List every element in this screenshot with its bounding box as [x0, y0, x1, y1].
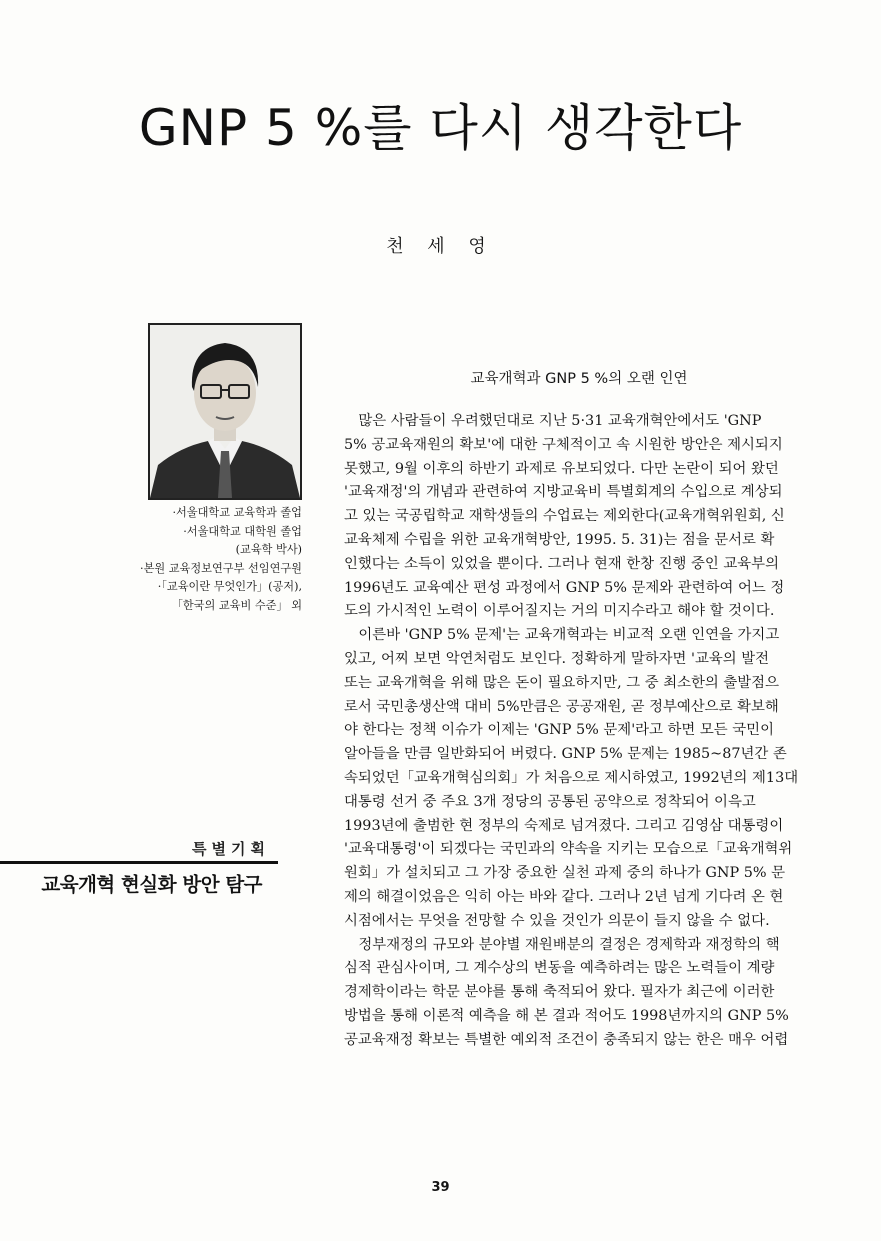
body-line: 야 한다는 정책 이슈가 이제는 'GNP 5% 문제'라고 하면 모든 국민이	[344, 722, 774, 739]
page-number: 39	[431, 1180, 450, 1195]
series-divider	[0, 861, 278, 864]
article-title: GNP 5 %를 다시 생각한다	[138, 99, 743, 157]
bio-line: ·「교육이란 무엇인가」(공저),	[157, 580, 302, 593]
body-line: '교육대통령'이 되겠다는 국민과의 약속을 지키는 모습으로「교육개혁위	[344, 841, 793, 858]
section-heading: 교육개혁과 GNP 5 %의 오랜 인연	[470, 371, 688, 387]
body-line: 있고, 어찌 보면 악연처럼도 보인다. 정확하게 말하자면 '교육의 발전	[344, 650, 770, 667]
body-line: 심적 관심사이며, 그 계수상의 변동을 예측하려는 많은 노력들이 계량	[344, 960, 775, 977]
body-line: '교육재정'의 개념과 관련하여 지방교육비 특별회계의 수입으로 계상되	[344, 484, 783, 501]
body-line: 이른바 'GNP 5% 문제'는 교육개혁과는 비교적 오랜 인연을 가지고	[344, 627, 780, 644]
body-line: 방법을 통해 이론적 예측을 해 본 결과 적어도 1998년까지의 GNP 5%	[344, 1007, 789, 1024]
body-line: 제의 해결이었음은 익히 아는 바와 같다. 그러나 2년 넘게 기다려 온 현	[344, 888, 784, 905]
body-line: 경제학이라는 학문 분야를 통해 축적되어 왔다. 필자가 최근에 이러한	[344, 984, 775, 1001]
body-line: 속되었던「교육개혁심의회」가 처음으로 제시하였고, 1992년의 제13대	[344, 769, 799, 786]
body-line: 시점에서는 무엇을 전망할 수 있을 것인가 의문이 들지 않을 수 없다.	[344, 912, 770, 929]
body-line: 대통령 선거 중 주요 3개 정당의 공통된 공약으로 정착되어 이윽고	[344, 793, 756, 810]
series-label: 특별기획	[192, 840, 270, 858]
bio-line: ·서울대학교 교육학과 졸업	[172, 506, 302, 519]
series-title: 교육개혁 현실화 방안 탐구	[41, 873, 262, 896]
body-line: 1993년에 출범한 현 정부의 숙제로 넘겨졌다. 그리고 김영삼 대통령이	[344, 817, 784, 834]
body-line: 못했고, 9월 이후의 하반기 과제로 유보되었다. 다만 논란이 되어 왔던	[344, 460, 779, 477]
body-line: 인했다는 소득이 있었을 뿐이다. 그러나 현재 한창 진행 중인 교육부의	[344, 555, 779, 572]
body-line: 또는 교육개혁을 위해 많은 돈이 필요하지만, 그 중 최소한의 출발점으	[344, 674, 779, 691]
bio-line: ·본원 교육정보연구부 선임연구원	[140, 561, 302, 575]
article-body	[344, 410, 814, 1053]
body-line: 정부재정의 규모와 분야별 재원배분의 결정은 경제학과 재정학의 핵	[344, 936, 780, 953]
body-line: 알아들을 만큼 일반화되어 버렸다. GNP 5% 문제는 1985~87년간 존	[344, 746, 787, 763]
body-line: 로서 국민총생산액 대비 5%만큼은 공공재원, 곧 정부예산으로 확보해	[344, 698, 779, 715]
body-line: 공교육재정 확보는 특별한 예외적 조건이 충족되지 않는 한은 매우 어렵	[344, 1031, 789, 1048]
body-line: 원회」가 설치되고 그 가장 중요한 실천 과제 중의 하나가 GNP 5% 문	[344, 865, 786, 882]
bio-line: (교육학 박사)	[235, 543, 302, 556]
author-bio	[60, 504, 302, 615]
body-line: 교육체제 수립을 위한 교육개혁방안, 1995. 5. 31)는 점을 문서로 확	[344, 531, 775, 548]
author-photo	[148, 323, 302, 500]
body-line: 고 있는 국공립학교 재학생들의 수업료는 제외한다(교육개혁위원회, 신	[344, 508, 785, 525]
bio-line: 「한국의 교육비 수준」 외	[171, 598, 302, 612]
body-line: 5% 공교육재원의 확보'에 대한 구체적이고 속 시원한 방안은 제시되지	[344, 436, 783, 453]
bio-line: ·서울대학교 대학원 졸업	[183, 524, 302, 538]
body-line: 도의 가시적인 노력이 이루어질지는 거의 미지수라고 해야 할 것이다.	[344, 603, 775, 620]
author-name: 천 세 영	[386, 236, 495, 257]
body-line: 1996년도 교육예산 편성 과정에서 GNP 5% 문제와 관련하여 어느 정	[344, 579, 785, 596]
body-line: 많은 사람들이 우려했던대로 지난 5·31 교육개혁안에서도 'GNP	[344, 413, 762, 429]
